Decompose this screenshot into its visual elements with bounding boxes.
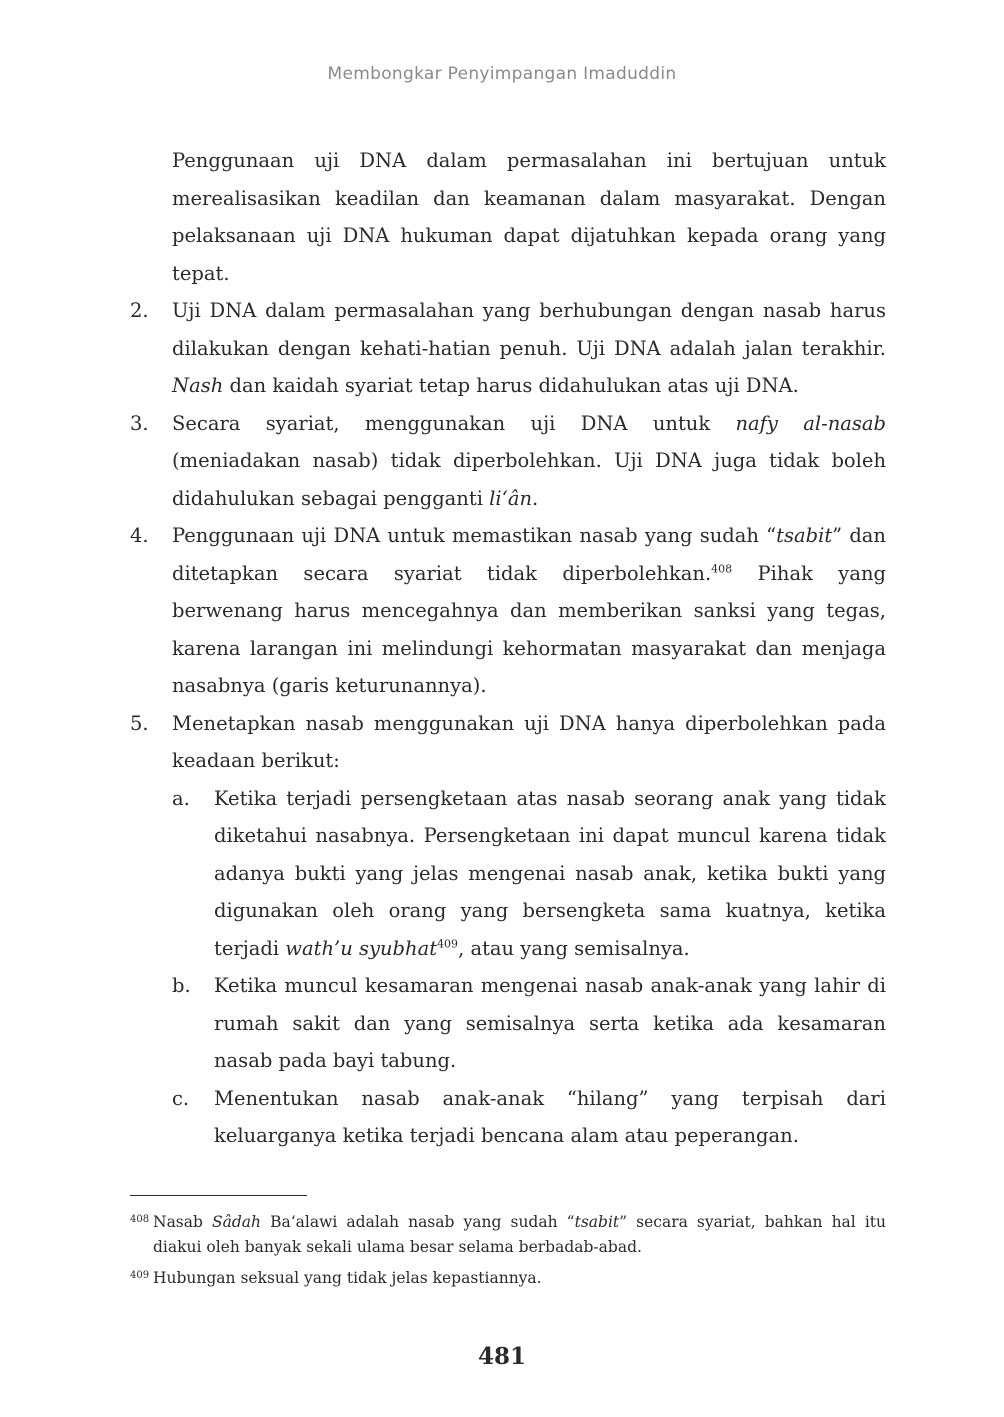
italic-term: nafy al-nasab [735,411,886,435]
italic-term: li‘ân [489,486,533,510]
footnote-number: 408 [130,1214,150,1225]
list-number: 3. [130,411,149,435]
list-item-2 [130,292,886,405]
footnote-text: Hubungan seksual yang tidak jelas kepastiannya. [153,1269,542,1287]
footnote-ref-409[interactable]: 409 [437,937,459,950]
sub-item-text: Ketika terjadi persengketaan atas nasab seorang anak yang tidak diketahui nasabnya. Persengketaan ini dapat muncul karena tidak adanya bukti yang jelas mengenai nasab anak, ketika bukti yang digunakan oleh orang yang bersengketa sama kuatnya, ketika terjadi wath’u syubhat$^{409}$, atau yang semisalnya. [214,786,886,960]
list-item-text: Secara syariat, menggunakan uji DNA untuk nafy al-nasab (meniadakan nasab) tidak diperbolehkan. Uji DNA juga tidak boleh didahulukan sebagai pengganti li‘ân. [172,411,886,510]
list-item-text: Uji DNA dalam permasalahan yang berhubungan dengan nasab harus dilakukan dengan kehati-hatian penuh. Uji DNA adalah jalan terakhir. Nash dan kaidah syariat tetap harus didahulukan atas uji DNA. [172,299,886,397]
sub-item-c [172,1080,886,1155]
list-item-text: Menetapkan nasab menggunakan uji DNA hanya diperbolehkan pada keadaan berikut: a. Ketika terjadi persengketaan atas nasab seorang anak yang tidak diketahui nasabnya. Persengketaan ini dapat muncul karena tidak adanya bukti yang jelas mengenai nasab anak, ketika bukti yang digunakan oleh orang yang bersengketa sama kuatnya, ketika terjadi wath’u syubhat$^{409}$, atau yang semisalnya. b. Ketika muncul kesamaran mengenai nasab anak-anak yang lahir di rumah sakit dan yang semisalnya serta ketika ada kesamaran nasab pada bayi tabung. c. Menentukan nasab anak-anak “hilang” yang terpisah dari keluarganya ketika terjadi bencana alam atau peperangan. [172,705,886,1155]
running-head: Membongkar Penyimpangan Imaduddin [327,64,677,84]
list-item-5 [130,705,886,1155]
footnote-ref-408[interactable]: 408 [711,562,733,575]
footnote-text: Nasab Sâdah Ba‘alawi adalah nasab yang sudah “tsabit” secara syariat, bahkan hal itu diakui oleh banyak sekali ulama besar selama berbadab-abad. [153,1213,887,1256]
sub-item-b [172,967,886,1080]
italic-term: Nash [172,374,224,397]
footnote-number: 409 [130,1270,150,1281]
footnote-408 [130,1210,886,1260]
sub-item-label: a. [172,786,190,810]
list-item-text: Penggunaan uji DNA untuk memastikan nasab yang sudah “tsabit” dan ditetapkan secara syariat tidak diperbolehkan.$^{408}$ Pihak yang berwenang harus mencegahnya dan memberikan sanksi yang tegas, karena larangan ini melindungi kehormatan masyarakat dan menjaga nasabnya (garis keturunannya). [172,524,886,697]
italic-term: tsabit [776,524,833,547]
list-number: 5. [130,711,149,735]
sub-item-text: Ketika muncul kesamaran mengenai nasab anak-anak yang lahir di rumah sakit dan yang semisalnya serta ketika ada kesamaran nasab pada bayi tabung. [214,974,886,1072]
list-number: 2. [130,299,149,322]
sub-item-a [172,780,886,968]
sub-item-text: Menentukan nasab anak-anak “hilang” yang terpisah dari keluarganya ketika terjadi bencana alam atau peperangan. [214,1086,886,1147]
list-item-4 [130,517,886,705]
sub-item-label: b. [172,974,191,997]
main-body-text [130,142,886,1155]
footnotes-section [130,1210,886,1297]
sub-item-label: c. [172,1086,190,1110]
italic-term: wath’u syubhat [285,936,438,960]
intro-paragraph: Penggunaan uji DNA dalam permasalahan ini bertujuan untuk merealisasikan keadilan dan keamanan dalam masyarakat. Dengan pelaksanaan uji DNA hukuman dapat dijatuhkan kepada orang yang tepat. [172,149,886,285]
footnote-409 [130,1266,886,1291]
list-item-3 [130,405,886,518]
footnote-divider [130,1195,307,1196]
page-number: 481 [477,1343,526,1370]
list-number: 4. [130,524,149,547]
